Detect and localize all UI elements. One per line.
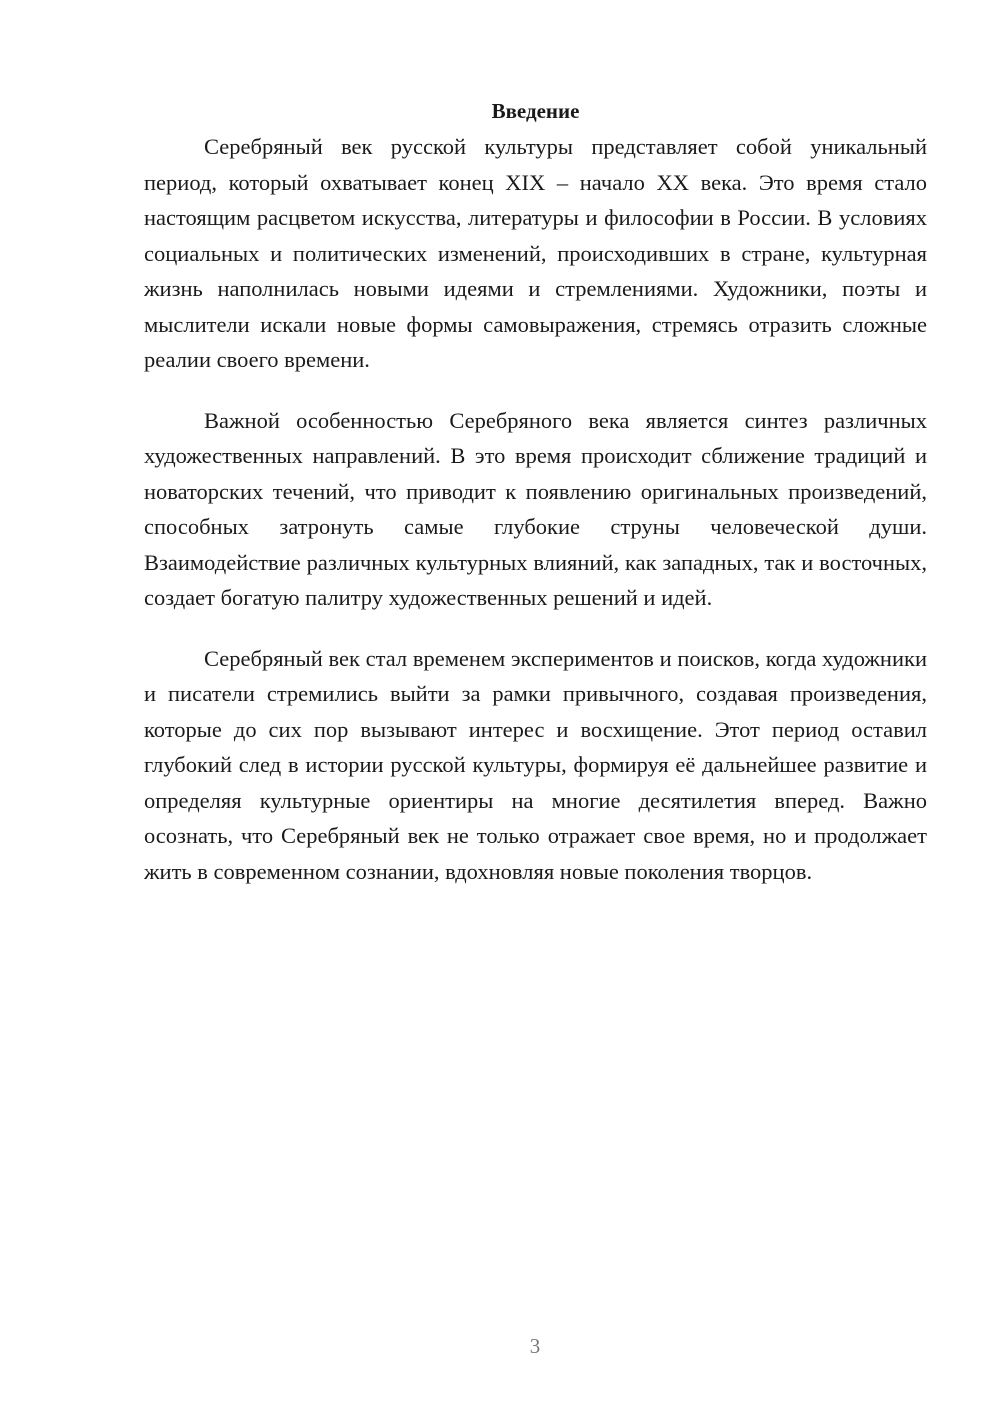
paragraph-2: Важной особенностью Серебряного века является синтез различных художественных направлений. В это время происходит сближение традиций и новаторских течений, что приводит к появлению оригинальных произведений, способных затронуть самые глубокие струны человеческой души. Взаимодействие различных культурных влияний, как западных, так и восточных, создает богатую палитру художественных решений и идей. [144, 407, 927, 610]
document-body [144, 94, 927, 889]
paragraph-3: Серебряный век стал временем экспериментов и поисков, когда художники и писатели стремились выйти за рамки привычного, создавая произведения, которые до сих пор вызывают интерес и восхищение. Этот период оставил глубокий след в истории русской культуры, формируя её дальнейшее развитие и определяя культурные ориентиры на многие десятилетия вперед. Важно осознать, что Серебряный век не только отражает свое время, но и продолжает жить в современном сознании, вдохновляя новые поколения творцов. [144, 645, 927, 884]
paragraph-1: Серебряный век русской культуры представляет собой уникальный период, который охватывает конец XIX – начало XX века. Это время стало настоящим расцветом искусства, литературы и философии в России. В условиях социальных и политических изменений, происходивших в стране, культурная жизнь наполнилась новыми идеями и стремлениями. Художники, поэты и мыслители искали новые формы самовыражения, стремясь отразить сложные реалии своего времени. [144, 134, 927, 372]
page-number: 3 [529, 1334, 541, 1358]
section-title: Введение [491, 99, 580, 123]
